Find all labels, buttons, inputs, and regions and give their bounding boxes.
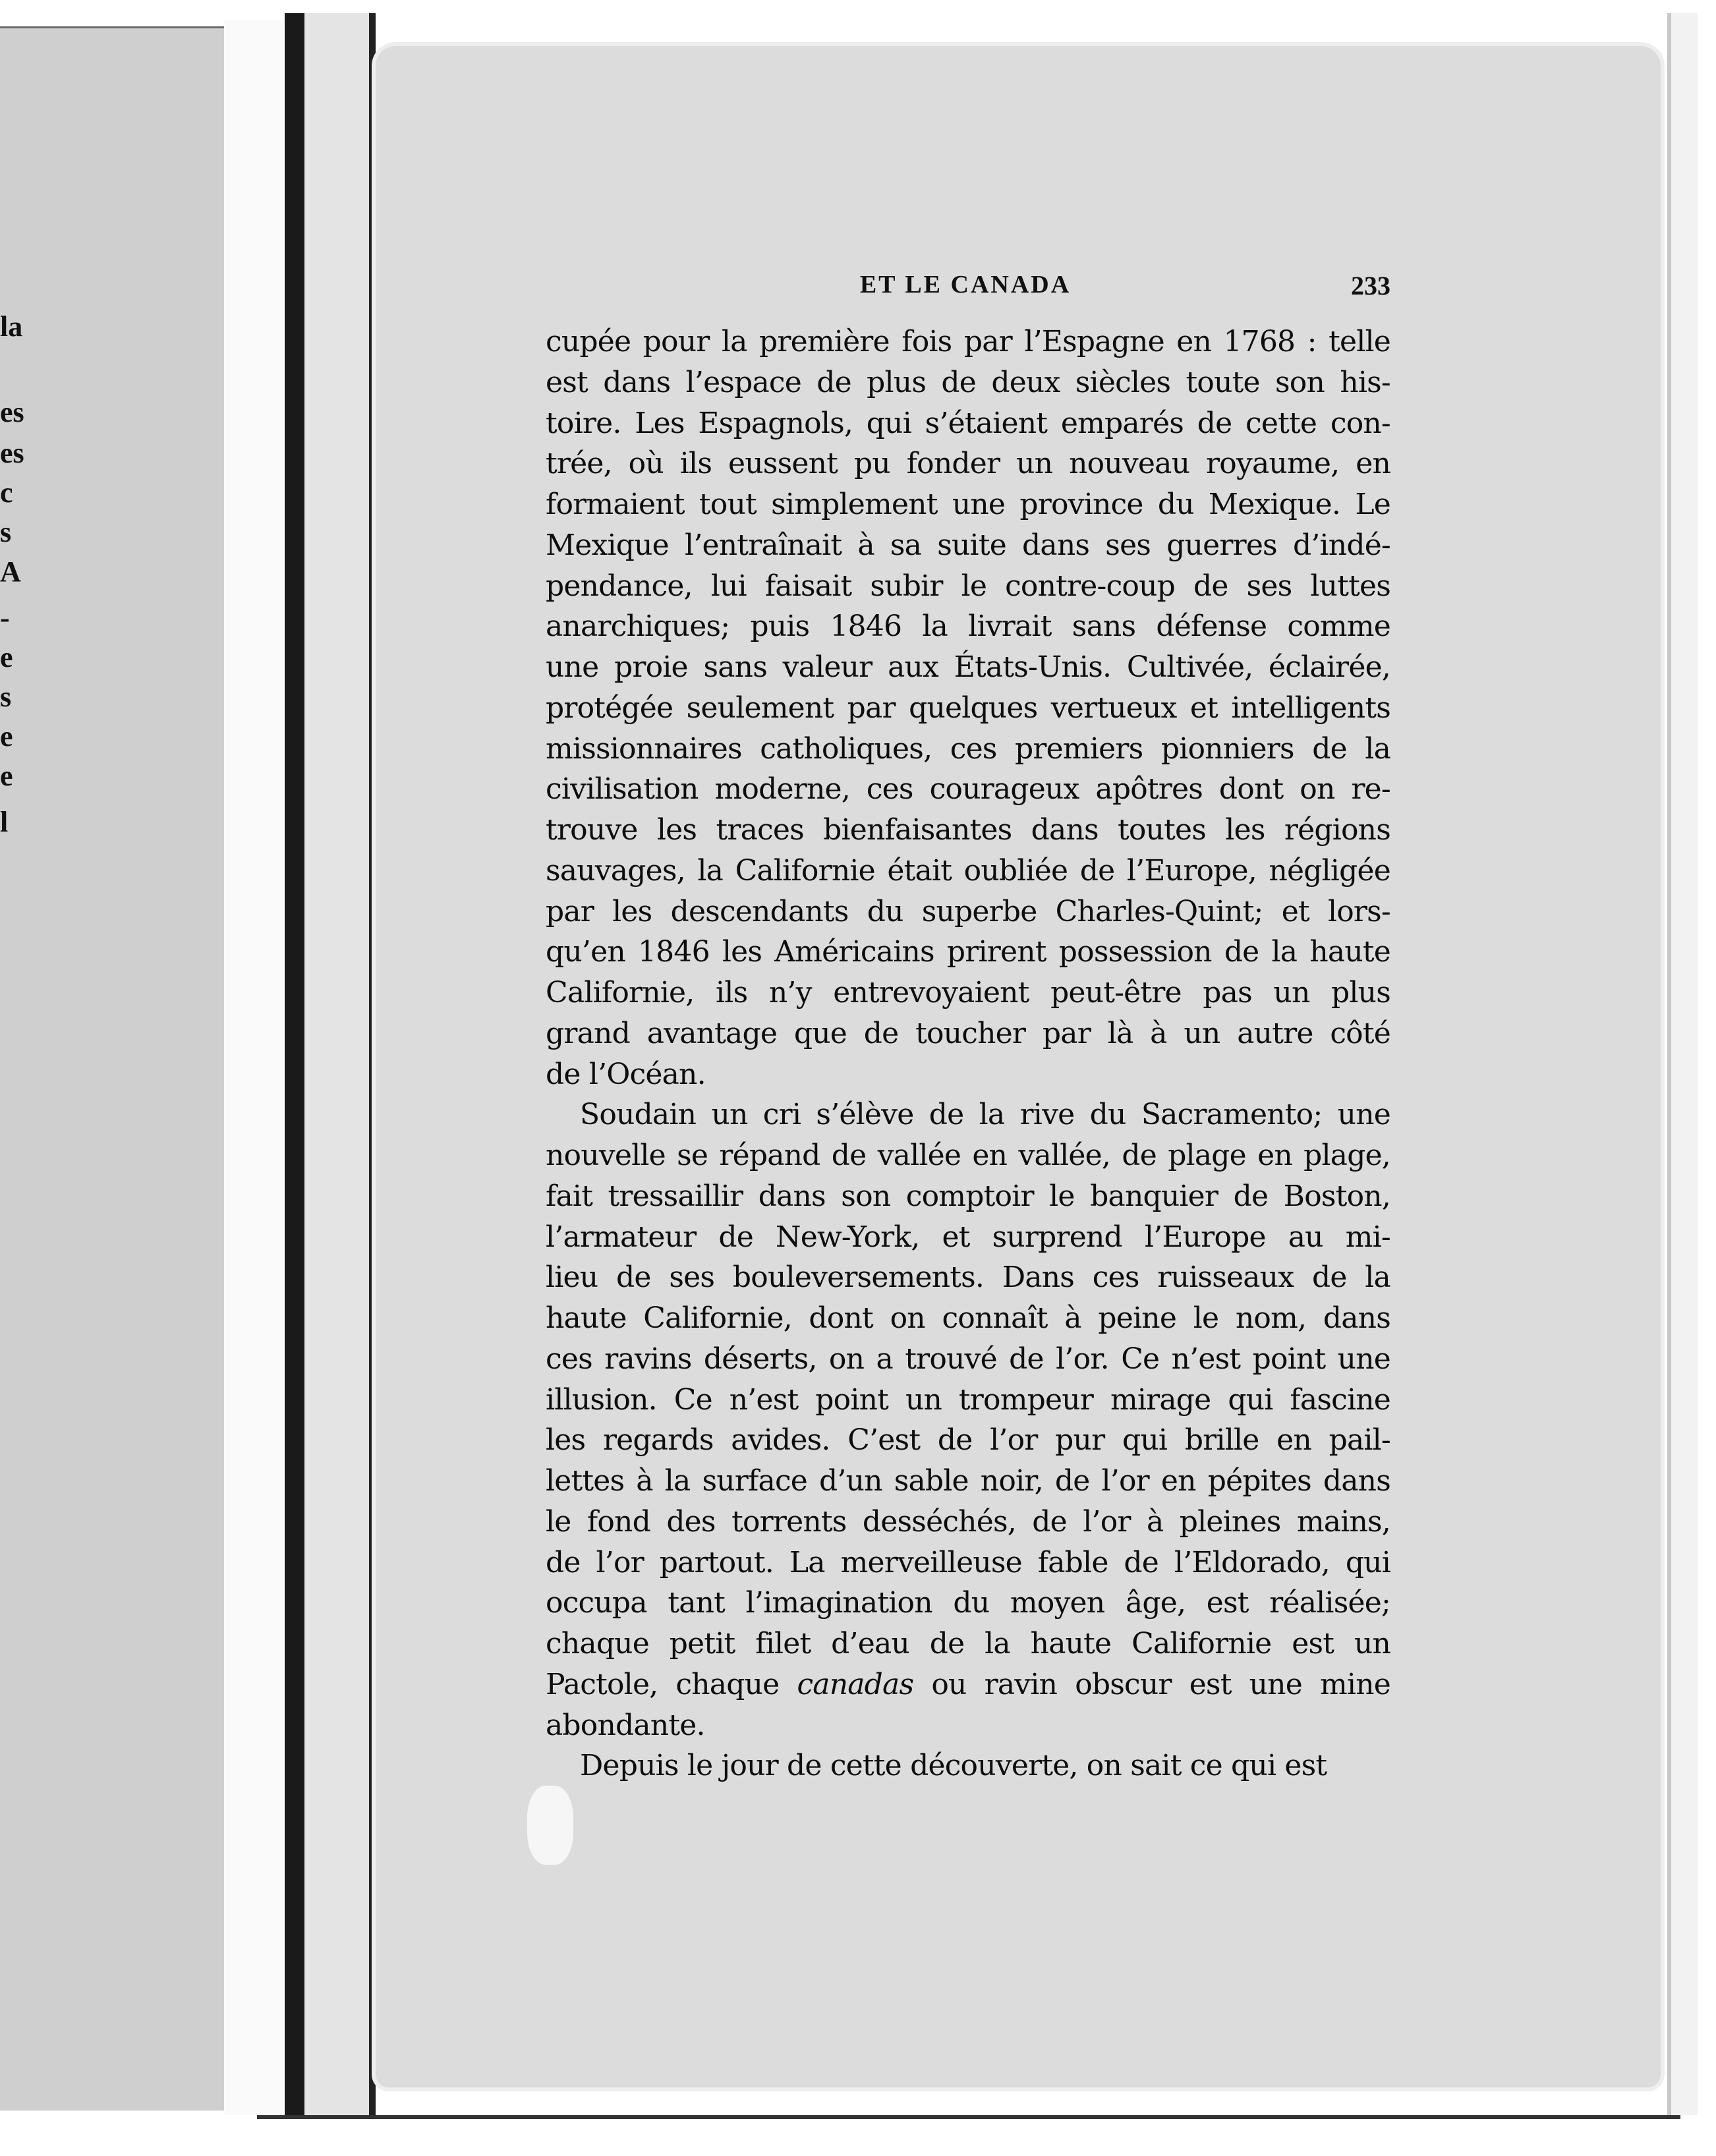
text-line: toire. Les Espagnols, qui s’étaient emparés de cette con- — [546, 406, 1390, 440]
text-line: ces ravins déserts, on a trouvé de l’or. Ce n’est point une — [546, 1342, 1390, 1376]
text-line: trée, où ils eussent pu fonder un nouveau royaume, en — [546, 447, 1390, 481]
page-bottom-edge — [257, 2115, 1680, 2119]
text-line: sauvages, la Californie était oubliée de l’Europe, négligée — [546, 853, 1390, 888]
previous-page-edge — [224, 20, 283, 2115]
previous-page-fragment: e — [0, 641, 13, 673]
text-line: l’armateur de New-York, et surprend l’Europe au mi- — [546, 1220, 1390, 1254]
previous-page-fragment: es — [0, 437, 24, 469]
text-line: qu’en 1846 les Américains prirent possession de la haute — [546, 935, 1390, 969]
previous-page — [0, 26, 224, 2111]
page-number: 233 — [1351, 271, 1390, 300]
text-line: le fond des torrents desséchés, de l’or à pleines mains, — [546, 1504, 1390, 1539]
text-segment: ou ravin obscur est une mine — [913, 1667, 1390, 1701]
text-line: occupa tant l’imagination du moyen âge, est réalisée; — [546, 1586, 1390, 1620]
previous-page-fragment: A — [0, 555, 21, 588]
previous-page-fragment: l — [0, 806, 9, 838]
text-line: Mexique l’entraînait à sa suite dans ses guerres d’indé- — [546, 528, 1390, 562]
text-line: Depuis le jour de cette découverte, on sait ce qui est — [580, 1749, 1327, 1783]
text-line: de l’or partout. La merveilleuse fable de l’Eldorado, qui — [546, 1545, 1390, 1579]
body-text — [546, 322, 1390, 1786]
previous-page-fragment: e — [0, 720, 13, 752]
text-line: formaient tout simplement une province du Mexique. Le — [546, 488, 1390, 521]
text-line: les regards avides. C’est de l’or pur qui brille en pail- — [546, 1423, 1390, 1458]
text-line: protégée seulement par quelques vertueux et intelligents — [546, 691, 1390, 725]
text-line: trouve les traces bienfaisantes dans toutes les régions — [546, 813, 1390, 847]
page-right-edge — [1667, 13, 1698, 2115]
text-line: abondante. — [546, 1708, 705, 1742]
text-line: missionnaires catholiques, ces premiers pionniers de la — [546, 731, 1390, 766]
paper-stain — [527, 1786, 573, 1865]
previous-page-fragment: e — [0, 760, 13, 792]
previous-page-fragment: - — [0, 602, 10, 634]
italic-word: canadas — [797, 1667, 914, 1701]
text-line: chaque petit filet d’eau de la haute Californie est un — [546, 1627, 1390, 1660]
text-line: civilisation moderne, ces courageux apôtres dont on re- — [546, 772, 1390, 807]
previous-page-fragment: s — [0, 681, 12, 713]
previous-page-fragment: la — [0, 310, 23, 343]
text-line: pendance, lui faisait subir le contre-coup de ses luttes — [546, 569, 1390, 603]
text-line: par les descendants du superbe Charles-Quint; et lors- — [546, 894, 1390, 928]
previous-page-fragment: s — [0, 516, 12, 548]
gutter-line — [369, 13, 376, 2115]
text-line: lettes à la surface d’un sable noir, de l’or en pépites dans — [546, 1464, 1390, 1498]
gutter-band — [304, 13, 370, 2115]
text-line: est dans l’espace de plus de deux siècles toute son his- — [546, 365, 1390, 399]
gutter-shadow — [285, 13, 304, 2115]
text-line: cupée pour la première fois par l’Espagne en 1768 : telle — [546, 325, 1390, 358]
text-line: lieu de ses bouleversements. Dans ces ruisseaux de la — [546, 1261, 1390, 1295]
text-line: Californie, ils n’y entrevoyaient peut-être pas un plus — [546, 976, 1390, 1009]
text-line: Soudain un cri s’élève de la rive du Sacramento; une — [580, 1098, 1390, 1132]
text-segment: Pactole, chaque — [546, 1667, 797, 1701]
text-line: haute Californie, dont on connaît à peine le nom, dans — [546, 1301, 1390, 1335]
text-line: fait tressaillir dans son comptoir le banquier de Boston, — [546, 1179, 1390, 1213]
running-title: ET LE CANADA — [859, 271, 1072, 298]
text-line: anarchiques; puis 1846 la livrait sans défense comme — [546, 610, 1390, 644]
previous-page-fragment: c — [0, 476, 13, 509]
running-head — [540, 270, 1390, 310]
text-line: de l’Océan. — [546, 1057, 706, 1091]
text-line: grand avantage que de toucher par là à un autre côté — [546, 1016, 1390, 1050]
text-line: une proie sans valeur aux États-Unis. Cultivée, éclairée, — [546, 650, 1390, 684]
previous-page-fragment: es — [0, 396, 24, 428]
text-line: illusion. Ce n’est point un trompeur mirage qui fascine — [546, 1382, 1390, 1417]
text-line — [546, 1664, 1390, 1705]
text-line: nouvelle se répand de vallée en vallée, de plage en plage, — [546, 1139, 1390, 1172]
